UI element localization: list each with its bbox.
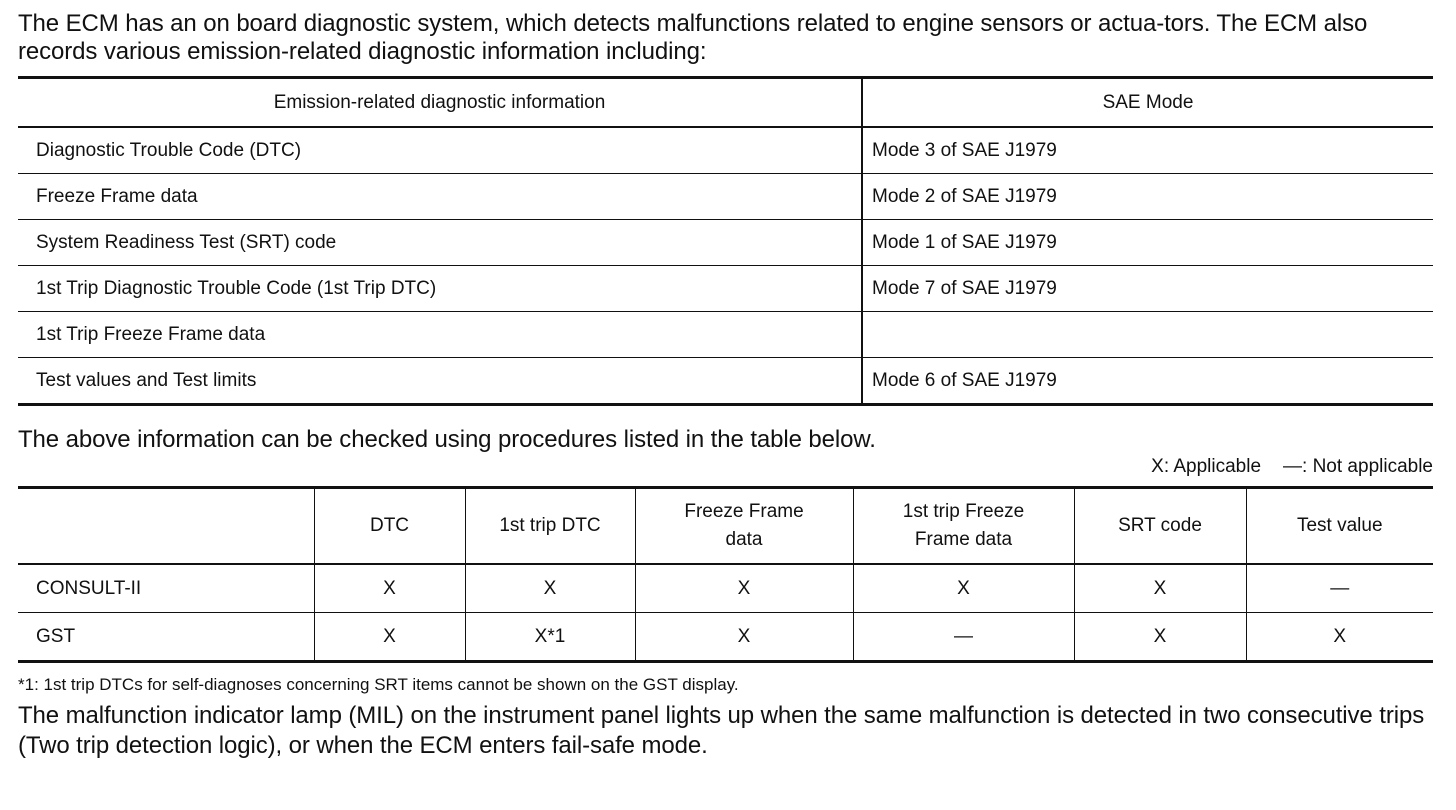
- header-cell: [18, 488, 314, 565]
- info-cell: System Readiness Test (SRT) code: [18, 220, 862, 266]
- tool-cell: GST: [36, 625, 76, 647]
- header-cell: 1st trip DTC: [465, 488, 635, 565]
- table-row: [18, 358, 1433, 405]
- table-row: [18, 266, 1433, 312]
- table-row: [18, 127, 1433, 174]
- value-cell: X: [853, 564, 1074, 613]
- value-cell: X: [635, 613, 853, 662]
- value-cell: X: [314, 613, 465, 662]
- value-cell: X*1: [465, 613, 635, 662]
- value-cell: X: [1074, 613, 1246, 662]
- value-cell: X: [465, 564, 635, 613]
- table-row: [18, 220, 1433, 266]
- info-cell: 1st Trip Diagnostic Trouble Code (1st Trip DTC): [18, 266, 862, 312]
- table-header-row: [18, 78, 1433, 128]
- value-cell: —: [1246, 564, 1433, 613]
- table-header-row: [18, 488, 1433, 565]
- info-cell: Test values and Test limits: [36, 369, 257, 391]
- value-cell: —: [853, 613, 1074, 662]
- header-cell: SRT code: [1074, 488, 1246, 565]
- header-cell: 1st trip Freeze Frame data: [853, 488, 1074, 565]
- legend: [18, 456, 1433, 478]
- procedure-table: [18, 486, 1433, 663]
- value-cell: X: [1246, 613, 1433, 662]
- header-cell: Test value: [1246, 488, 1433, 565]
- table-row: [18, 613, 1433, 662]
- value-cell: X: [314, 564, 465, 613]
- sae-mode-cell: Mode 6 of SAE J1979: [862, 358, 1433, 405]
- info-cell: Diagnostic Trouble Code (DTC): [18, 127, 862, 174]
- header-cell: Emission-related diagnostic information: [18, 78, 862, 128]
- diagnostic-info-table: [18, 76, 1433, 406]
- sae-mode-cell: Mode 1 of SAE J1979: [862, 220, 1433, 266]
- sae-mode-cell: Mode 2 of SAE J1979: [862, 174, 1433, 220]
- header-cell: DTC: [314, 488, 465, 565]
- header-cell: SAE Mode: [862, 78, 1433, 128]
- header-cell: Freeze Frame data: [635, 488, 853, 565]
- table-row: [18, 174, 1433, 220]
- info-cell: Freeze Frame data: [18, 174, 862, 220]
- sae-mode-cell: [862, 312, 1433, 358]
- tool-cell: CONSULT-II: [18, 564, 314, 613]
- footnote: *1: 1st trip DTCs for self-diagnoses concerning SRT items cannot be shown on the GST display.: [18, 675, 739, 694]
- legend-applicable: X: Applicable: [1151, 456, 1262, 477]
- document-page: [18, 10, 1433, 761]
- legend-not-applicable: —: Not applicable: [1283, 456, 1433, 477]
- intro-paragraph: The ECM has an on board diagnostic system, which detects malfunctions related to engine sensors or actua-tors. The ECM also records various emission-related diagnostic information including:: [18, 10, 1368, 65]
- value-cell: X: [1074, 564, 1246, 613]
- value-cell: X: [635, 564, 853, 613]
- mil-paragraph: The malfunction indicator lamp (MIL) on the instrument panel lights up when the same malfunction is detected in two consecutive trips (Two trip detection logic), or when the ECM enters fail-safe mode.: [18, 702, 1425, 759]
- info-cell: 1st Trip Freeze Frame data: [18, 312, 862, 358]
- sae-mode-cell: Mode 7 of SAE J1979: [862, 266, 1433, 312]
- table-row: [18, 564, 1433, 613]
- sae-mode-cell: Mode 3 of SAE J1979: [862, 127, 1433, 174]
- checked-paragraph: The above information can be checked using procedures listed in the table below.: [18, 426, 876, 453]
- table-row: [18, 312, 1433, 358]
